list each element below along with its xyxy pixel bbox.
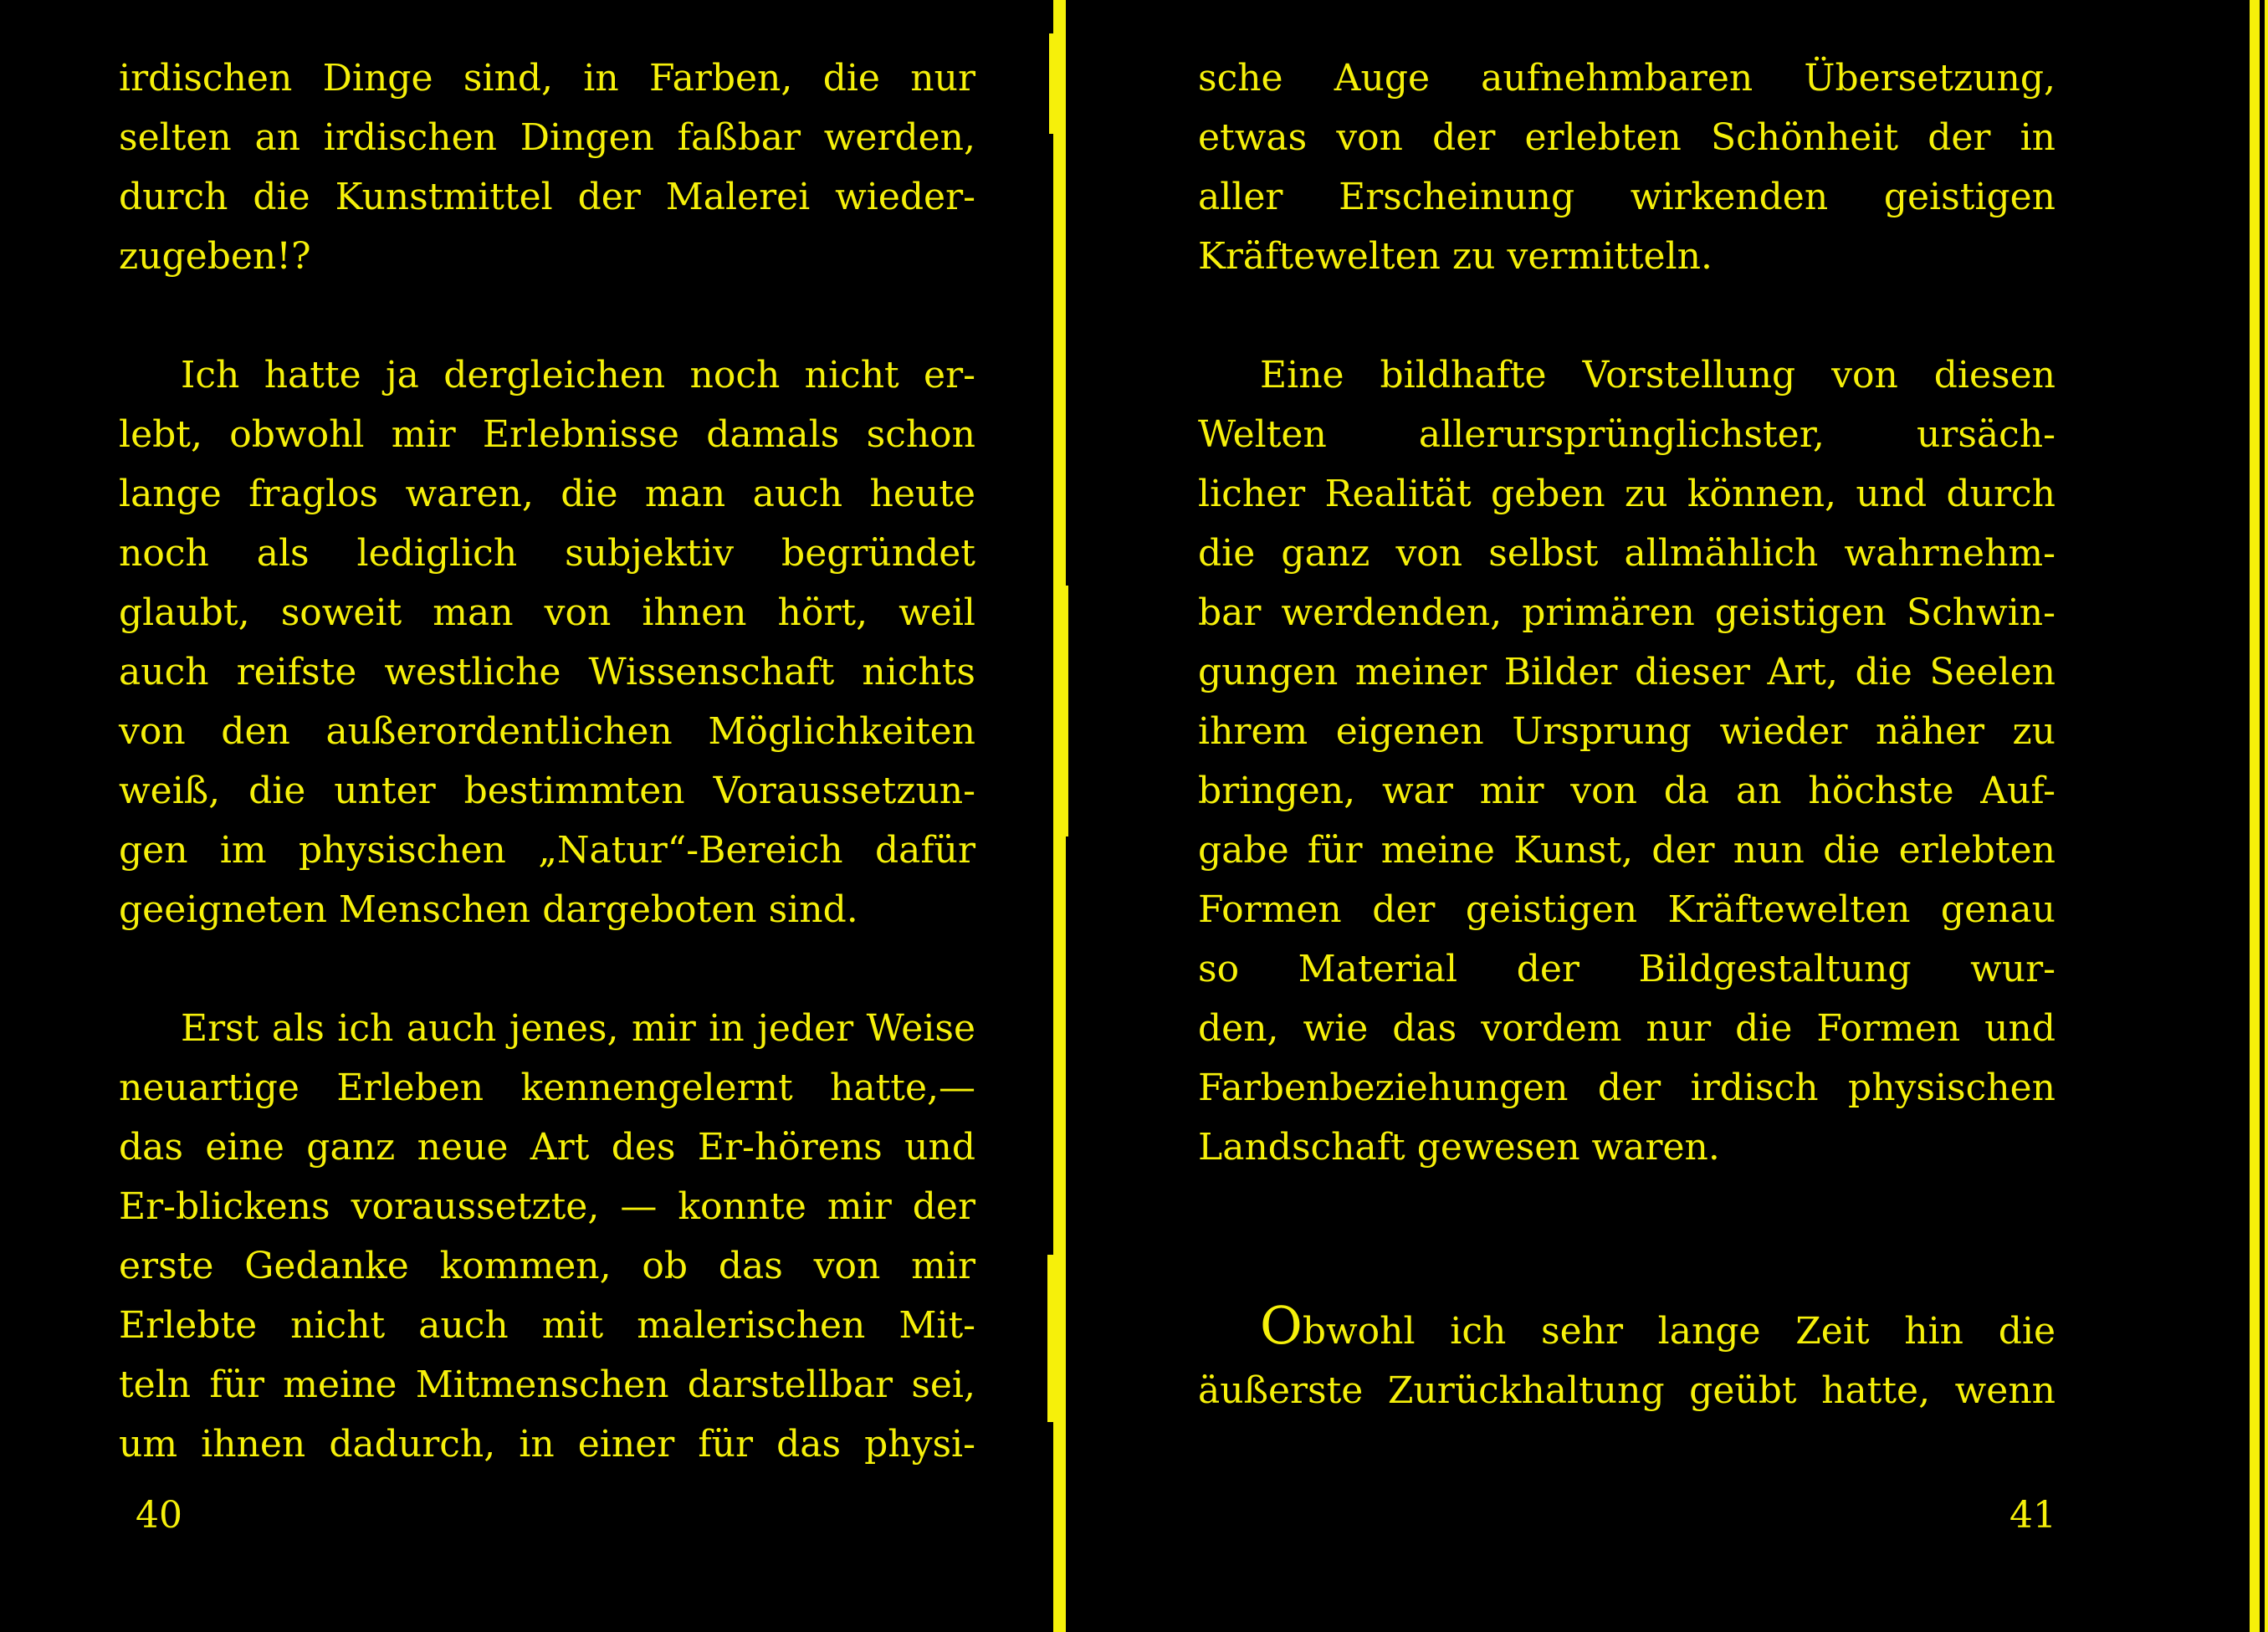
text-line: so Material der Bildgestaltung wur- [1198,948,2056,990]
text-line: aller Erscheinung wirkenden geistigen [1198,176,2056,218]
left-paragraph-1 [119,49,975,286]
text-line: weiß, die unter bestimmten Voraussetzun- [119,770,975,812]
text-line: Er-blickens voraussetzte, — konnte mir der [119,1185,975,1228]
text-line-rest: bwohl ich sehr lange Zeit hin die [1302,1310,2056,1353]
text-line: äußerste Zurückhaltung geübt hatte, wenn [1198,1369,2056,1412]
text-line: ihrem eigenen Ursprung wieder näher zu [1198,710,2056,753]
gutter-edge-jag [1047,1255,1055,1422]
text-line: licher Realität geben zu können, und durch [1198,473,2056,515]
text-line: teln für meine Mitmenschen darstellbar sei, [119,1363,975,1406]
text-line: die ganz von selbst allmählich wahrnehm- [1198,532,2056,575]
text-line: erste Gedanke kommen, ob das von mir [119,1245,975,1287]
text-line: das eine ganz neue Art des Er-hörens und [119,1126,975,1169]
left-paragraph-2 [119,345,975,939]
drop-cap: O [1260,1295,1303,1356]
text-line: gabe für meine Kunst, der nun die erlebten [1198,829,2056,872]
text-line: Formen der geistigen Kräftewelten genau [1198,888,2056,931]
text-line: neuartige Erleben kennengelernt hatte,— [119,1067,975,1109]
text-line: durch die Kunstmittel der Malerei wieder- [119,176,975,218]
gutter-edge-jag [1049,33,1056,134]
text-line: Farbenbeziehungen der irdisch physischen [1198,1067,2056,1109]
text-line: lebt, obwohl mir Erlebnisse damals schon [119,413,975,456]
text-line: sche Auge aufnehmbaren Übersetzung, [1198,57,2056,100]
page-number-left: 40 [136,1494,182,1537]
text-line: noch als lediglich subjektiv begründet [119,532,975,575]
gutter-edge-jag [1062,586,1068,836]
right-paragraph-3 [1198,1296,2056,1420]
left-paragraph-3 [119,999,975,1474]
text-line: zugeben!? [119,235,311,278]
text-line: von den außerordentlichen Möglichkeiten [119,710,975,753]
text-line: Landschaft gewesen waren. [1198,1126,1720,1169]
text-line: glaubt, soweit man von ihnen hört, weil [119,591,975,634]
text-line: Welten allerursprünglichster, ursäch- [1198,413,2056,456]
left-page [119,49,975,1533]
page-edge-shadow [2260,0,2265,1632]
text-line: geeigneten Menschen dargeboten sind. [119,888,858,931]
right-paragraph-2 [1198,345,2056,1177]
text-line: gungen meiner Bilder dieser Art, die Seelen [1198,651,2056,693]
text-line: Eine bildhafte Vorstellung von diesen [1260,354,2056,396]
text-line: bringen, war mir von da an höchste Auf- [1198,770,2056,812]
text-line: bar werdenden, primären geistigen Schwin- [1198,591,2056,634]
text-line: irdischen Dinge sind, in Farben, die nur [119,57,975,100]
text-line: Kräftewelten zu vermitteln. [1198,235,1713,278]
text-line [1198,1296,2056,1361]
text-line: selten an irdischen Dingen faßbar werden, [119,116,975,159]
text-line: lange fraglos waren, die man auch heute [119,473,975,515]
right-page [1198,49,2056,1480]
page-number-right: 41 [2009,1494,2056,1537]
text-line: gen im physischen „Natur“-Bereich dafür [119,829,975,872]
text-line: Ich hatte ja dergleichen noch nicht er- [181,354,975,396]
text-line: um ihnen dadurch, in einer für das physi- [119,1423,975,1466]
page-edge [2250,0,2268,1632]
text-line: etwas von der erlebten Schönheit der in [1198,116,2056,159]
text-line: Erlebte nicht auch mit malerischen Mit- [119,1304,975,1347]
text-line: den, wie das vordem nur die Formen und [1198,1007,2056,1050]
right-paragraph-1 [1198,49,2056,286]
text-line: auch reifste westliche Wissenschaft nichts [119,651,975,693]
text-line: Erst als ich auch jenes, mir in jeder Weise [181,1007,975,1050]
